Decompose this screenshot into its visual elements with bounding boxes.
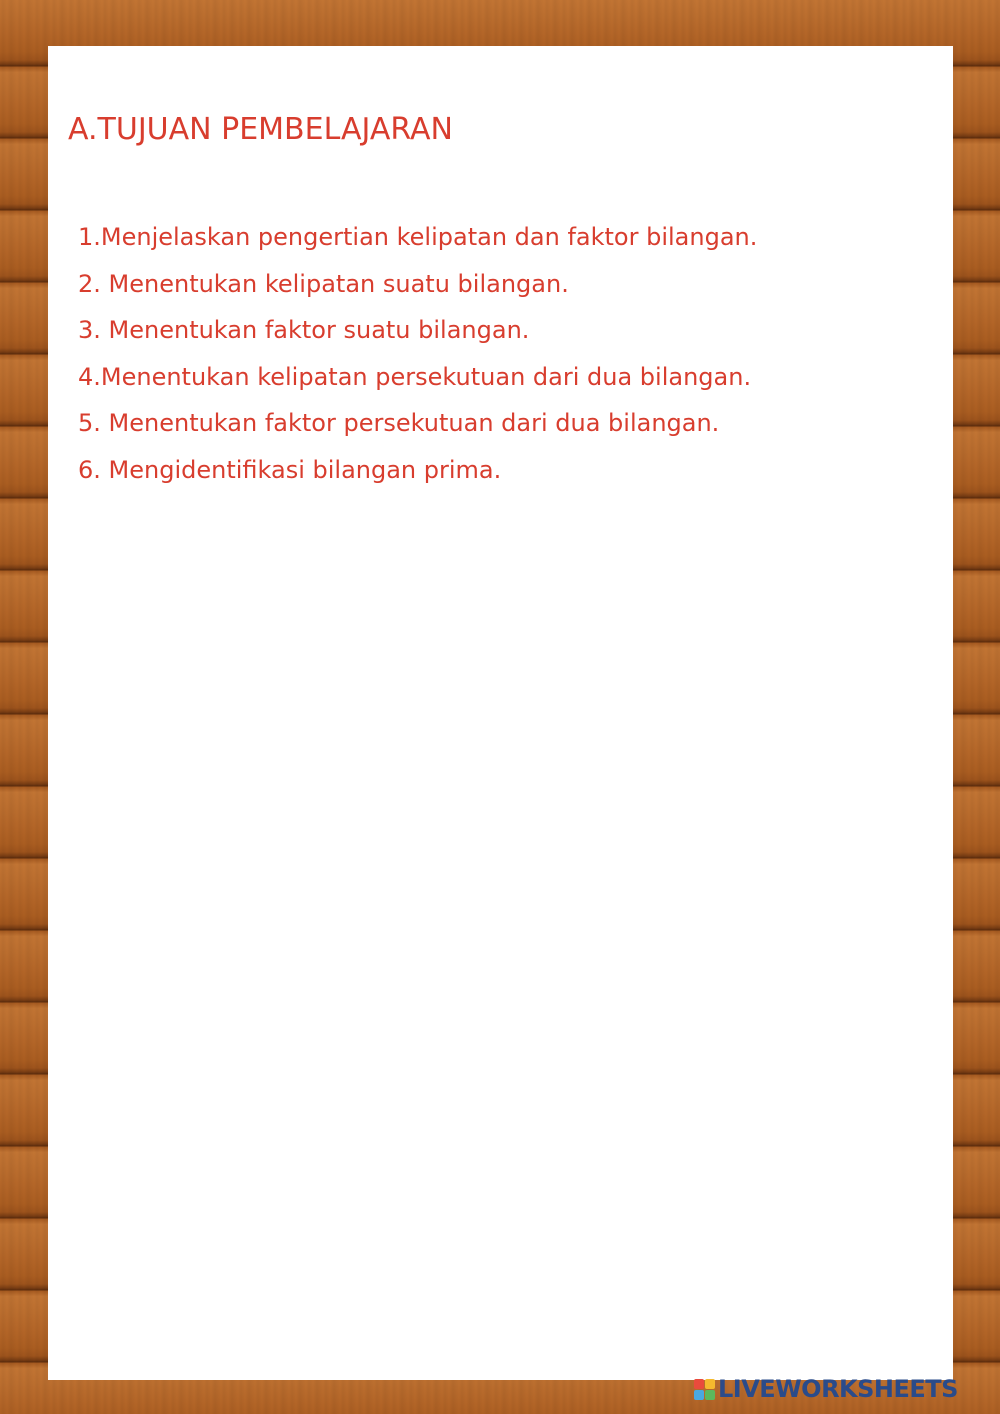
- worksheet-page: [48, 46, 953, 1380]
- logo-tile: [694, 1390, 704, 1400]
- logo-tile: [705, 1390, 715, 1400]
- logo-tile: [694, 1379, 704, 1389]
- liveworksheets-logo-icon: [694, 1379, 715, 1400]
- liveworksheets-watermark: [694, 1374, 958, 1404]
- objective-item: 2. Menentukan kelipatan suatu bilangan.: [78, 269, 569, 298]
- learning-objectives-list: [78, 214, 757, 493]
- objective-item: 3. Menentukan faktor suatu bilangan.: [78, 316, 530, 344]
- objective-item: 4.Menentukan kelipatan persekutuan dari dua bilangan.: [78, 362, 752, 391]
- objective-item: 5. Menentukan faktor persekutuan dari dua bilangan.: [78, 409, 720, 437]
- objective-item: 1.Menjelaskan pengertian kelipatan dan faktor bilangan.: [78, 223, 758, 251]
- section-title: A.TUJUAN PEMBELAJARAN: [68, 112, 453, 147]
- logo-tile: [705, 1379, 715, 1389]
- objective-item: 6. Mengidentifikasi bilangan prima.: [78, 455, 502, 484]
- watermark-text: LIVEWORKSHEETS: [718, 1375, 958, 1403]
